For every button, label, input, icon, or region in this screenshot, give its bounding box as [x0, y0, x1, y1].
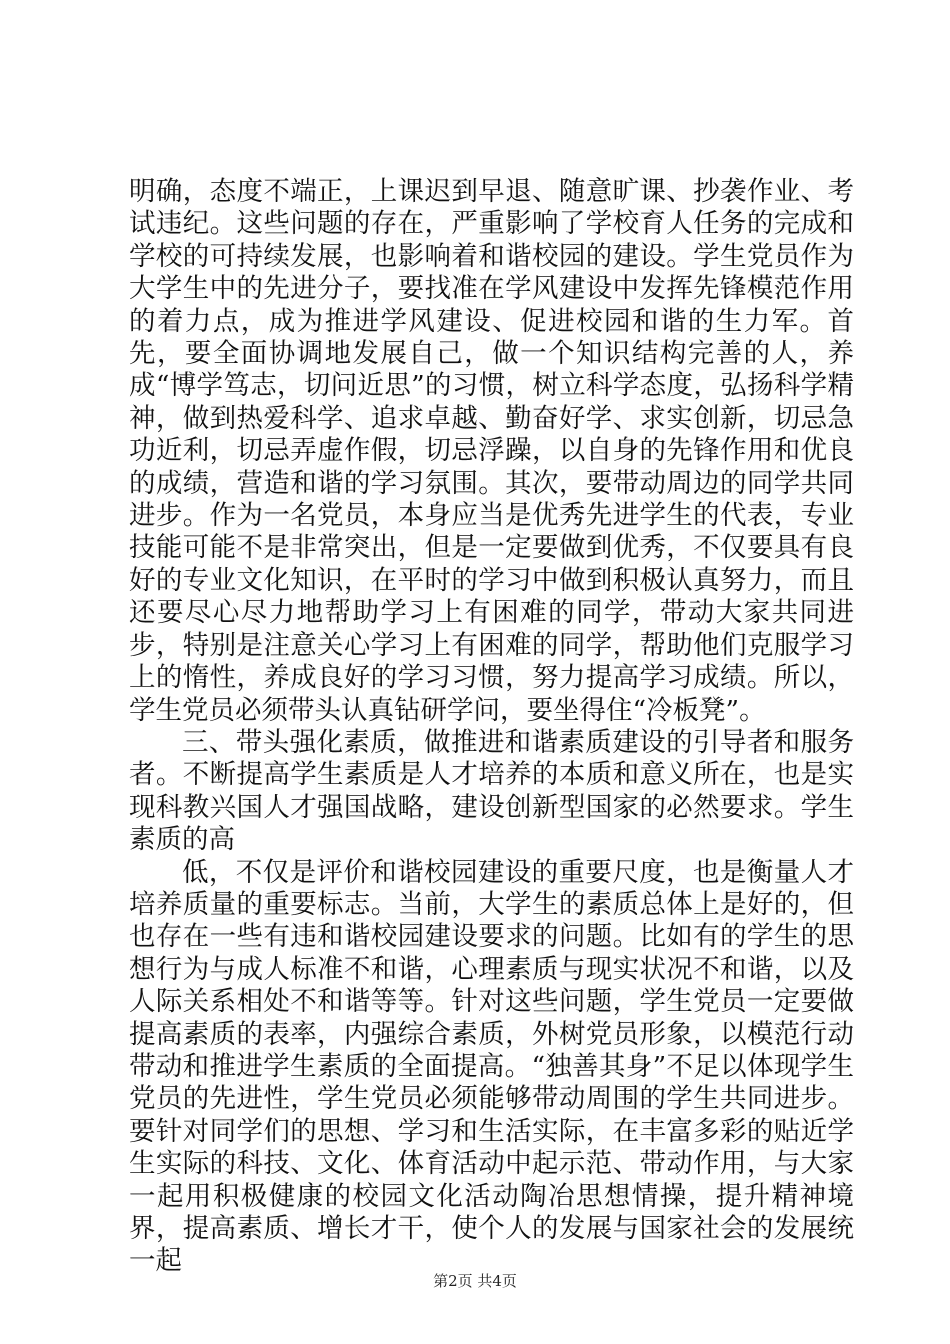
paragraph-continued: 明确，态度不端正，上课迟到早退、随意旷课、抄袭作业、考试违纪。这些问题的存在，严重影响了学校育人任务的完成和学校的可持续发展，也影响着和谐校园的建设。学生党员作为大学生中的先进分子，要找准在学风建设中发挥先锋模范作用的着力点，成为推进学风建设、促进校园和谐的生力军。首先，要全面协调地发展自己，做一个知识结构完善的人，养成“博学笃志，切问近思”的习惯，树立科学态度，弘扬科学精神，做到热爱科学、追求卓越、勤奋好学、求实创新，切忌急功近利，切忌弄虚作假，切忌浮躁，以自身的先锋作用和优良的成绩，营造和谐的学习氛围。其次，要带动周边的同学共同进步。作为一名党员，本身应当是优秀先进学生的代表，专业技能可能不是非常突出，但是一定要做到优秀，不仅要具有良好的专业文化知识，在平时的学习中做到积极认真努力，而且还要尽心尽力地帮助学习上有困难的同学，带动大家共同进步，特别是注意关心学习上有困难的同学，帮助他们克服学习上的惰性，养成良好的学习习惯，努力提高学习成绩。所以，学生党员必须带头认真钻研学问，要坐得住“冷板凳”。	[129, 176, 854, 726]
page-footer: 第2页 共4页	[433, 1272, 517, 1290]
paragraph-section-three: 三、带头强化素质，做推进和谐素质建设的引导者和服务者。不断提高学生素质是人才培养的本质和意义所在，也是实现科教兴国人才强国战略，建设创新型国家的必然要求。学生素质的高	[129, 726, 854, 856]
paragraph-quality: 低，不仅是评价和谐校园建设的重要尺度，也是衡量人才培养质量的重要标志。当前，大学生的素质总体上是好的，但也存在一些有违和谐校园建设要求的问题。比如有的学生的思想行为与成人标准不和谐，心理素质与现实状况不和谐，以及人际关系相处不和谐等等。针对这些问题，学生党员一定要做提高素质的表率，内强综合素质，外树党员形象，以模范行动带动和推进学生素质的全面提高。“独善其身”不足以体现学生党员的先进性，学生党员必须能够带动周围的学生共同进步。要针对同学们的思想、学习和生活实际，在丰富多彩的贴近学生实际的科技、文化、体育活动中起示范、带动作用，与大家一起用积极健康的校园文化活动陶冶思想情操，提升精神境界，提高素质、增长才干，使个人的发展与国家社会的发展统一起	[129, 856, 854, 1277]
body-text	[129, 176, 854, 1278]
